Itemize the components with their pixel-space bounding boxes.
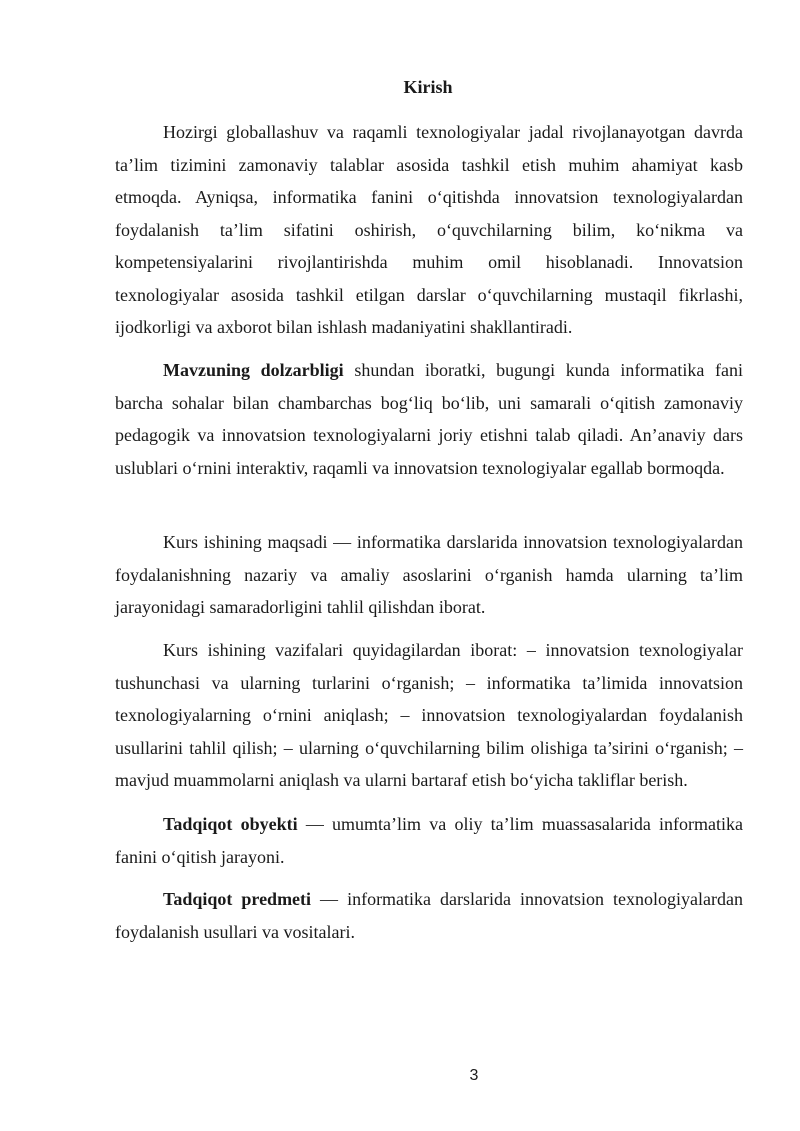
- paragraph-text: — informatika darslarida innovatsion texnologiyalardan foydalanish usullari va vositalari.: [115, 889, 743, 942]
- paragraph-introduction: [115, 116, 743, 344]
- paragraph-lead: Mavzuning dolzarbligi: [163, 360, 344, 380]
- paragraph-research-object: [115, 808, 743, 873]
- paragraph-lead: Tadqiqot obyekti: [163, 814, 298, 834]
- section-title: Kirish: [403, 77, 453, 97]
- page-number: 3: [469, 1067, 479, 1084]
- paragraph-text: Hozirgi globallashuv va raqamli texnologiyalar jadal rivojlanayotgan davrda ta’lim tizimini zamonaviy talablar asosida tashkil etish muhim ahamiyat kasb etmoqda. Ayniqsa, informatika fanini o‘qitishda innovatsion texnologiyalardan foydalanish ta’lim sifatini oshirish, o‘quvchilarning bilim, ko‘nikma va kompetensiyalarini rivojlantirishda muhim omil hisoblanadi. Innovatsion texnologiyalar asosida tashkil etilgan darslar o‘quvchilarning mustaqil fikrlashi, ijodkorligi va axborot bilan ishlash madaniyatini shakllantiradi.: [115, 122, 743, 337]
- paragraph-relevance: [115, 354, 743, 484]
- paragraph-text: Kurs ishining maqsadi — informatika darslarida innovatsion texnologiyalardan foydalanishning nazariy va amaliy asoslarini o‘rganish hamda ularning ta’lim jarayonidagi samaradorligini tahlil qilishdan iborat.: [115, 532, 743, 617]
- paragraph-goal: [115, 526, 743, 624]
- paragraph-text: Kurs ishining vazifalari quyidagilardan iborat: – innovatsion texnologiyalar tushunchasi va ularning turlarini o‘rganish; – informatika ta’limida innovatsion texnologiyalarning o‘rnini aniqlash; – innovatsion texnologiyalardan foydalanish usullarini tahlil qilish; – ularning o‘quvchilarning bilim olishiga ta’sirini o‘rganish; – mavjud muammolarni aniqlash va ularni bartaraf etish bo‘yicha takliflar berish.: [115, 640, 743, 790]
- paragraph-research-subject: [115, 883, 743, 948]
- paragraph-text: — umumta’lim va oliy ta’lim muassasalarida informatika fanini o‘qitish jarayoni.: [115, 814, 743, 867]
- paragraph-tasks: [115, 634, 743, 797]
- paragraph-lead: Tadqiqot predmeti: [163, 889, 312, 909]
- paragraph-text: shundan iboratki, bugungi kunda informatika fani barcha sohalar bilan chambarchas bog‘liq bo‘lib, uni samarali o‘qitish zamonaviy pedagogik va innovatsion texnologiyalarni joriy etishni talab qiladi. An’anaviy dars uslublari o‘rnini interaktiv, raqamli va innovatsion texnologiyalar egallab bormoqda.: [115, 360, 743, 478]
